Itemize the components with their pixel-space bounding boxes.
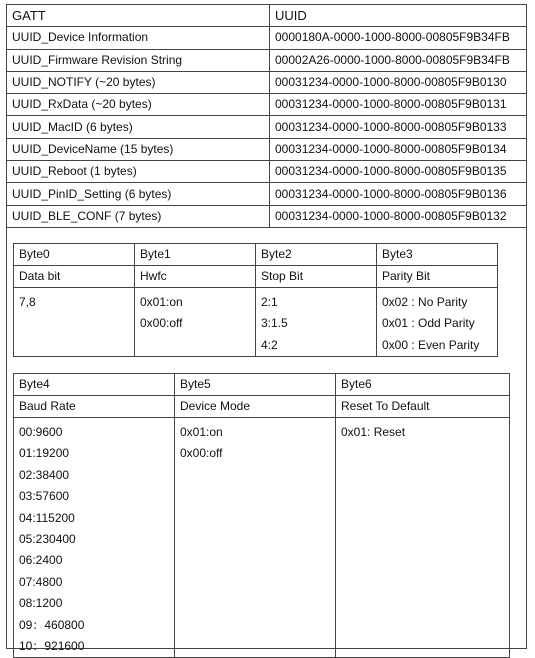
value-line: 04:115200 <box>19 510 75 525</box>
table-row <box>7 183 527 205</box>
value-line: 00:9600 <box>19 425 63 439</box>
byte-label-cell: Byte1 <box>135 244 256 266</box>
value-line: 08:1200 <box>19 596 63 611</box>
table-row <box>7 138 527 160</box>
uuid-value-cell: 00031234-0000-1000-8000-00805F9B0133 <box>270 116 527 138</box>
gatt-name-cell: UUID_Device Information <box>7 27 270 49</box>
field-values-row <box>14 418 510 658</box>
table-row <box>7 94 527 116</box>
value-line: 07:4800 <box>19 574 63 589</box>
byte-label-cell: Byte3 <box>377 244 498 266</box>
value-line: 05:230400 <box>19 531 76 546</box>
value-line: 2:1 <box>261 295 278 309</box>
value-line: 0x02 : No Parity <box>382 295 468 309</box>
uuid-column-header: UUID <box>270 5 527 27</box>
field-values-cell <box>175 418 336 658</box>
uuid-value-cell: 00031234-0000-1000-8000-00805F9B0130 <box>270 71 527 93</box>
value-line: 4:2 <box>261 337 278 352</box>
value-line: 0x00:off <box>180 446 223 461</box>
table-row <box>7 71 527 93</box>
value-line: 0x01:on <box>180 425 223 439</box>
uuid-value-cell: 00031234-0000-1000-8000-00805F9B0132 <box>270 205 527 227</box>
value-line: 0x00 : Even Parity <box>382 337 480 352</box>
uuid-value-cell: 00031234-0000-1000-8000-00805F9B0135 <box>270 161 527 183</box>
value-line: 01:19200 <box>19 446 70 461</box>
gatt-table-body <box>7 27 527 228</box>
value-line: 3:1.5 <box>261 316 288 331</box>
value-line: 0x01: Reset <box>341 425 406 439</box>
field-values-cell <box>14 288 135 357</box>
field-values-cell <box>377 288 498 357</box>
field-name-cell: Hwfc <box>135 266 256 288</box>
value-line: 03:57600 <box>19 489 70 504</box>
value-line: 10：921600 <box>19 638 85 653</box>
table-row <box>7 27 527 49</box>
field-name-cell: Reset To Default <box>336 396 510 418</box>
value-line: 02:38400 <box>19 467 70 482</box>
field-values-row <box>14 288 498 357</box>
field-values-cell <box>256 288 377 357</box>
value-line: 0x00:off <box>140 316 183 331</box>
byte-label-row <box>14 374 510 396</box>
byte-label-cell: Byte4 <box>14 374 175 396</box>
field-values-cell <box>336 418 510 658</box>
field-name-cell: Data bit <box>14 266 135 288</box>
uuid-value-cell: 0000180A-0000-1000-8000-00805F9B34FB <box>270 27 527 49</box>
gatt-name-cell: UUID_PinID_Setting (6 bytes) <box>7 183 270 205</box>
gatt-column-header: GATT <box>7 5 270 27</box>
gatt-name-cell: UUID_DeviceName (15 bytes) <box>7 138 270 160</box>
field-name-row <box>14 396 510 418</box>
field-name-cell: Device Mode <box>175 396 336 418</box>
uuid-value-cell: 00031234-0000-1000-8000-00805F9B0131 <box>270 94 527 116</box>
uuid-value-cell: 00002A26-0000-1000-8000-00805F9B34FB <box>270 49 527 71</box>
table-row <box>7 161 527 183</box>
uuid-value-cell: 00031234-0000-1000-8000-00805F9B0136 <box>270 183 527 205</box>
gatt-header-row <box>7 5 527 27</box>
byte-config-table-2 <box>13 373 510 658</box>
field-values-cell <box>14 418 175 658</box>
byte-config-table-1 <box>13 243 498 357</box>
gatt-name-cell: UUID_Reboot (1 bytes) <box>7 161 270 183</box>
value-line: 09：460800 <box>19 617 85 632</box>
gatt-name-cell: UUID_MacID (6 bytes) <box>7 116 270 138</box>
field-name-cell: Stop Bit <box>256 266 377 288</box>
byte-label-row <box>14 244 498 266</box>
byte-label-cell: Byte6 <box>336 374 510 396</box>
value-line: 0x01:on <box>140 295 183 309</box>
value-line: 0x01 : Odd Parity <box>382 316 475 331</box>
gatt-name-cell: UUID_BLE_CONF (7 bytes) <box>7 205 270 227</box>
table-row <box>7 205 527 227</box>
value-line: 7,8 <box>19 295 36 309</box>
gatt-name-cell: UUID_Firmware Revision String <box>7 49 270 71</box>
table-row <box>7 49 527 71</box>
byte-label-cell: Byte0 <box>14 244 135 266</box>
field-name-cell: Baud Rate <box>14 396 175 418</box>
uuid-value-cell: 00031234-0000-1000-8000-00805F9B0134 <box>270 138 527 160</box>
byte-label-cell: Byte2 <box>256 244 377 266</box>
gatt-name-cell: UUID_NOTIFY (~20 bytes) <box>7 71 270 93</box>
field-name-cell: Parity Bit <box>377 266 498 288</box>
table-row <box>7 116 527 138</box>
byte-label-cell: Byte5 <box>175 374 336 396</box>
gatt-uuid-table <box>6 4 527 228</box>
field-values-cell <box>135 288 256 357</box>
gatt-name-cell: UUID_RxData (~20 bytes) <box>7 94 270 116</box>
value-line: 06:2400 <box>19 553 63 568</box>
field-name-row <box>14 266 498 288</box>
